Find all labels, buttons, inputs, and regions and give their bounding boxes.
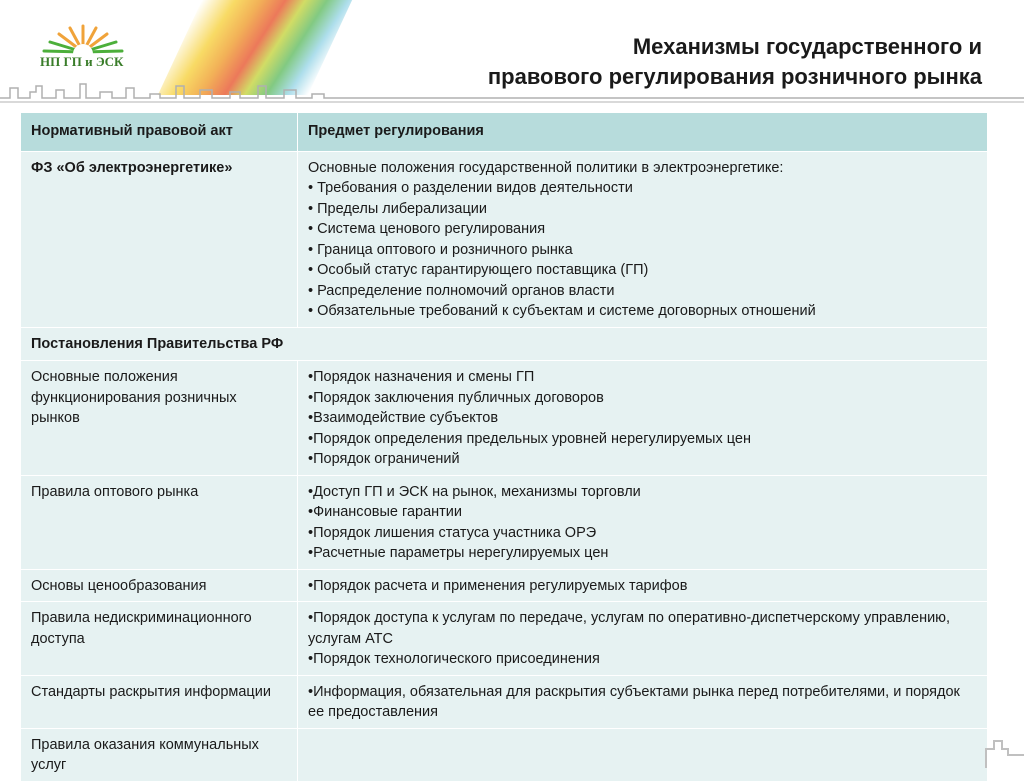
act-cell: Правила недискриминационного доступа bbox=[21, 602, 298, 676]
act-cell: Основы ценообразования bbox=[21, 569, 298, 602]
header-subject: Предмет регулирования bbox=[298, 113, 988, 152]
subject-line: • Система ценового регулирования bbox=[308, 221, 546, 237]
subject-line: •Порядок доступа к услугам по передаче, услугам по оперативно-диспетчерскому управлению, услугам АТС bbox=[308, 610, 951, 647]
subject-line: •Расчетные параметры нерегулируемых цен bbox=[308, 545, 609, 561]
subject-cell bbox=[298, 675, 988, 728]
subject-line: •Доступ ГП и ЭСК на рынок, механизмы торговли bbox=[308, 483, 641, 500]
regulation-table bbox=[20, 112, 988, 782]
header-act: Нормативный правовой акт bbox=[21, 113, 298, 152]
subject-cell bbox=[298, 475, 988, 569]
act-cell: ФЗ «Об электроэнергетике» bbox=[21, 151, 298, 327]
subject-line: •Порядок ограничений bbox=[308, 451, 460, 467]
table-row bbox=[21, 361, 988, 476]
table-row bbox=[21, 151, 988, 327]
subject-cell bbox=[298, 569, 988, 602]
act-cell: Стандарты раскрытия информации bbox=[21, 675, 298, 728]
subject-line: •Порядок заключения публичных договоров bbox=[308, 389, 604, 406]
page-title bbox=[488, 32, 982, 92]
logo-text: НП ГП и ЭСК bbox=[40, 54, 124, 69]
act-cell: Правила оказания коммунальных услуг bbox=[21, 728, 298, 781]
table-row bbox=[21, 602, 988, 676]
subject-line: • Особый статус гарантирующего поставщика (ГП) bbox=[308, 262, 649, 278]
title-line-1: Механизмы государственного и bbox=[632, 34, 982, 59]
subject-cell bbox=[298, 361, 988, 476]
subject-line: •Информация, обязательная для раскрытия субъектами рынка перед потребителями, и порядок ее предоставления bbox=[308, 683, 960, 720]
section-title: Постановления Правительства РФ bbox=[21, 327, 988, 361]
subject-line: •Порядок лишения статуса участника ОРЭ bbox=[308, 524, 597, 541]
subject-line: • Обязательные требований к субъектам и системе договорных отношений bbox=[308, 303, 816, 319]
table-row bbox=[21, 728, 988, 781]
corner-skyline-decoration bbox=[984, 735, 1024, 768]
subject-line: • Граница оптового и розничного рынка bbox=[308, 241, 573, 258]
table-row bbox=[21, 675, 988, 728]
subject-line: •Порядок назначения и смены ГП bbox=[308, 369, 535, 385]
subject-cell bbox=[298, 728, 988, 781]
subject-line: • Требования о разделении видов деятельности bbox=[308, 180, 633, 196]
subject-line: • Распределение полномочий органов власти bbox=[308, 282, 615, 299]
section-row bbox=[21, 327, 988, 361]
subject-cell bbox=[298, 602, 988, 676]
act-cell: Правила оптового рынка bbox=[21, 475, 298, 569]
table-row bbox=[21, 569, 988, 602]
subject-line: •Порядок расчета и применения регулируемых тарифов bbox=[308, 577, 688, 594]
table-row bbox=[21, 475, 988, 569]
subject-line: •Взаимодействие субъектов bbox=[308, 410, 499, 426]
subject-line: •Финансовые гарантии bbox=[308, 504, 462, 520]
subject-cell bbox=[298, 151, 988, 327]
subject-line: •Порядок технологического присоединения bbox=[308, 651, 600, 667]
subject-line: • Пределы либерализации bbox=[308, 200, 487, 217]
table-header-row bbox=[21, 113, 988, 152]
act-cell: Основные положения функционирования розничных рынков bbox=[21, 361, 298, 476]
subject-line: •Порядок определения предельных уровней нерегулируемых цен bbox=[308, 430, 751, 447]
subject-line: Основные положения государственной политики в электроэнергетике: bbox=[308, 159, 784, 176]
title-line-2: правового регулирования розничного рынка bbox=[487, 64, 982, 89]
